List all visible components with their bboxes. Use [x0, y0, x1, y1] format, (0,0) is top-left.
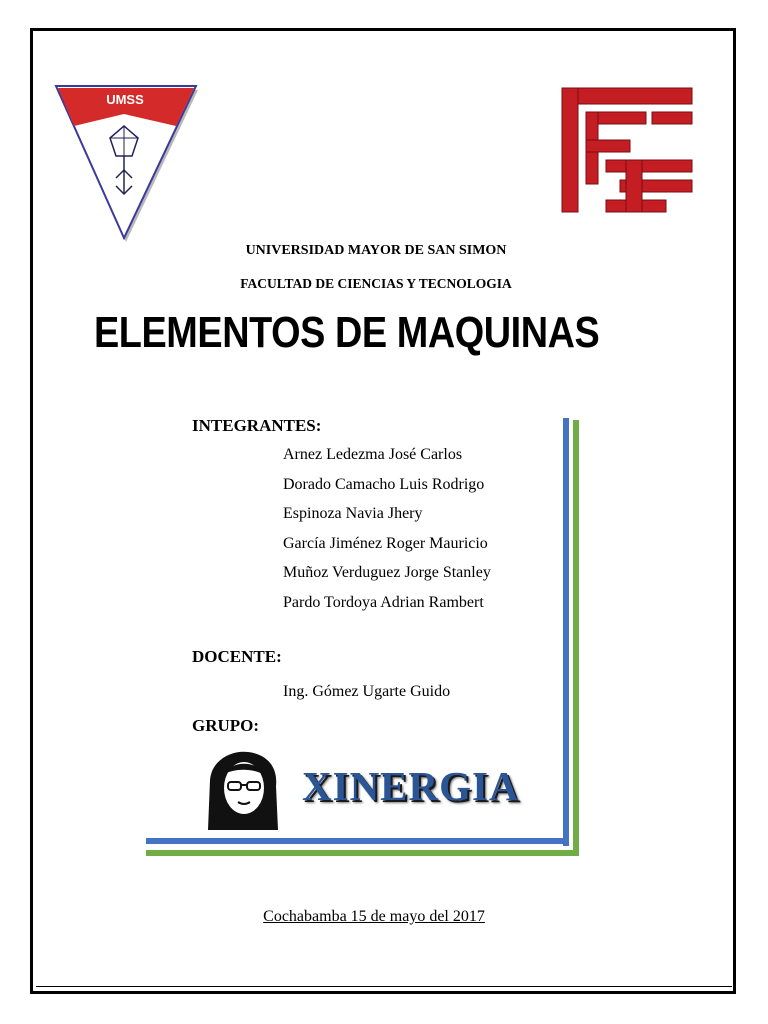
umss-logo	[52, 82, 202, 247]
page-border-bottom-line	[36, 986, 732, 987]
faculty-name: FACULTAD DE CIENCIAS Y TECNOLOGIA	[240, 276, 512, 291]
member-name: Dorado Camacho Luis Rodrigo	[283, 476, 485, 493]
place-date: Cochabamba 15 de mayo del 2017	[263, 908, 485, 925]
group-photo	[194, 750, 296, 830]
decorative-bar-green-horizontal	[146, 850, 579, 856]
group-name: XINERGIA	[302, 763, 520, 809]
teacher-label: DOCENTE:	[192, 647, 282, 666]
umss-logo-text: UMSS	[106, 92, 144, 107]
group-label: GRUPO:	[192, 716, 260, 735]
document-title: ELEMENTOS DE MAQUINAS	[94, 308, 600, 357]
decorative-bar-green-vertical	[573, 420, 579, 856]
decorative-bar-blue-vertical	[563, 418, 569, 846]
member-name: Pardo Tordoya Adrian Rambert	[283, 594, 484, 611]
teacher-name: Ing. Gómez Ugarte Guido	[283, 683, 451, 700]
member-name: Muñoz Verduguez Jorge Stanley	[283, 564, 491, 581]
members-label: INTEGRANTES:	[192, 416, 322, 435]
member-name: García Jiménez Roger Mauricio	[283, 535, 488, 552]
university-name: UNIVERSIDAD MAYOR DE SAN SIMON	[245, 243, 507, 258]
fcyt-logo	[560, 86, 694, 214]
member-name: Espinoza Navia Jhery	[283, 505, 423, 522]
decorative-bar-blue-horizontal	[146, 838, 569, 844]
member-name: Arnez Ledezma José Carlos	[283, 446, 463, 463]
